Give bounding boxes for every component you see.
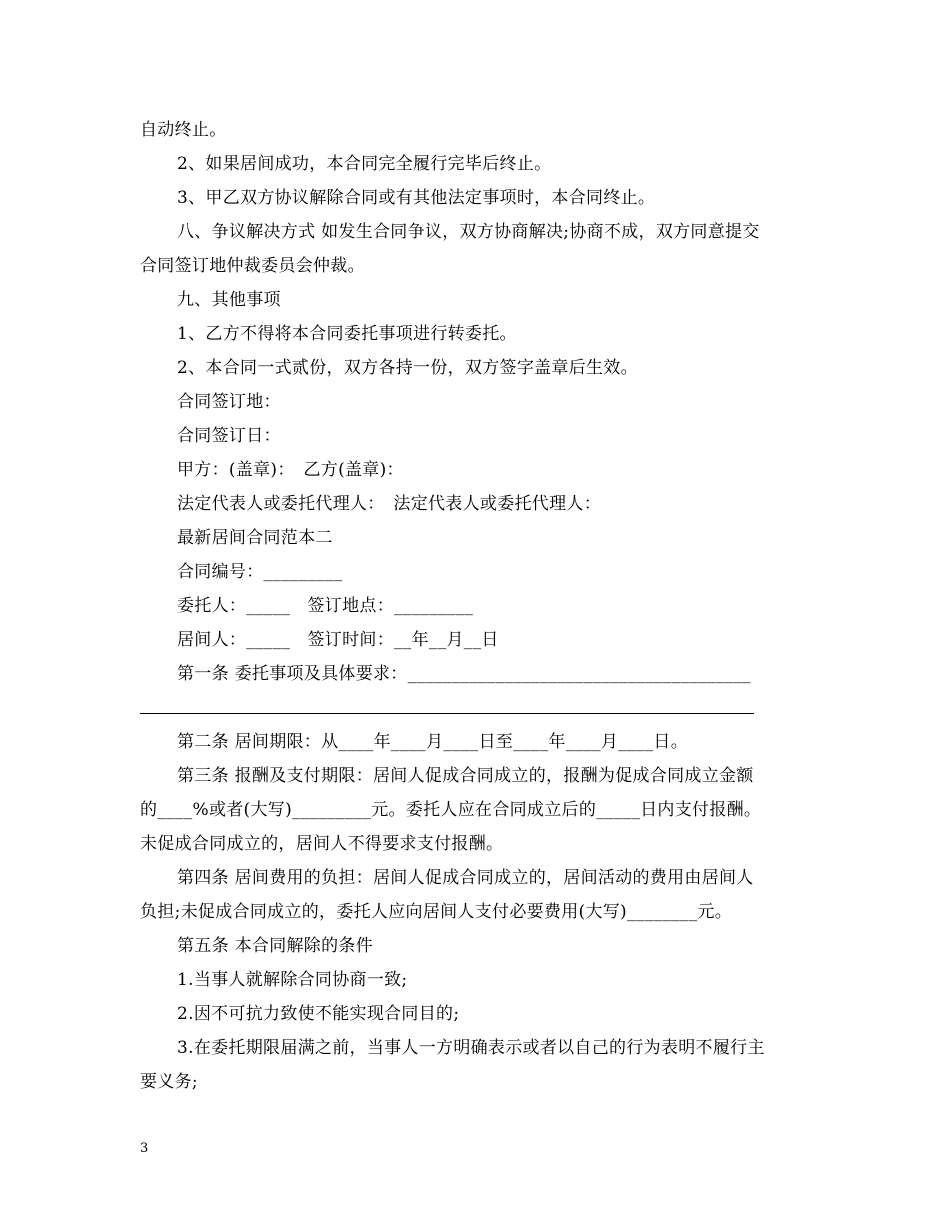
page-number: 3 (140, 1141, 149, 1156)
contract-number-field: 合同编号：_________ (177, 562, 343, 582)
parties-seal-line: 甲方：(盖章)： 乙方(盖章)： (177, 460, 404, 480)
text-line: 合同签订地仲裁委员会仲裁。 (140, 256, 365, 276)
text-line: 2、如果居间成功，本合同完全履行完毕后终止。 (177, 154, 552, 174)
section-heading: 九、其他事项 (177, 290, 281, 310)
signing-place-field: 合同签订地： (177, 392, 281, 412)
text-line: 2、本合同一式贰份，双方各持一份，双方签字盖章后生效。 (177, 358, 638, 378)
text-line: 3.在委托期限届满之前，当事人一方明确表示或者以自己的行为表明不履行主 (177, 1038, 765, 1058)
representatives-line: 法定代表人或委托代理人： 法定代表人或委托代理人： (177, 494, 601, 514)
text-line: 3、甲乙双方协议解除合同或有其他法定事项时，本合同终止。 (177, 188, 656, 208)
client-field: 委托人：_____ 签订地点：_________ (177, 596, 474, 616)
text-line: 自动终止。 (140, 120, 227, 140)
article-three: 第三条 报酬及支付期限：居间人促成合同成立的，报酬为促成合同成立金额 (177, 766, 754, 786)
article-five: 第五条 本合同解除的条件 (177, 936, 374, 956)
template-title: 最新居间合同范本二 (177, 528, 333, 548)
text-line: 2.因不可抗力致使不能实现合同目的; (177, 1004, 460, 1024)
article-one: 第一条 委托事项及具体要求：_______________________________________ (177, 664, 751, 684)
text-line: 1.当事人就解除合同协商一致; (177, 970, 408, 990)
text-line: 1、乙方不得将本合同委托事项进行转委托。 (177, 324, 517, 344)
text-line: 要义务; (140, 1072, 198, 1092)
text-line: 负担;未促成合同成立的，委托人应向居间人支付必要费用(大写)________元。 (140, 902, 732, 922)
blank-underline (140, 713, 754, 714)
text-line: 未促成合同成立的，居间人不得要求支付报酬。 (140, 834, 504, 854)
signing-date-field: 合同签订日： (177, 426, 281, 446)
article-two: 第二条 居间期限：从____年____月____日至____年____月____日。 (177, 732, 689, 752)
broker-field: 居间人：_____ 签订时间：__年__月__日 (177, 630, 499, 650)
text-line: 八、争议解决方式 如发生合同争议，双方协商解决;协商不成，双方同意提交 (177, 222, 760, 242)
article-four: 第四条 居间费用的负担：居间人促成合同成立的，居间活动的费用由居间人 (177, 868, 754, 888)
text-line: 的____%或者(大写)_________元。委托人应在合同成立后的_____日内支付报酬。 (140, 800, 762, 820)
